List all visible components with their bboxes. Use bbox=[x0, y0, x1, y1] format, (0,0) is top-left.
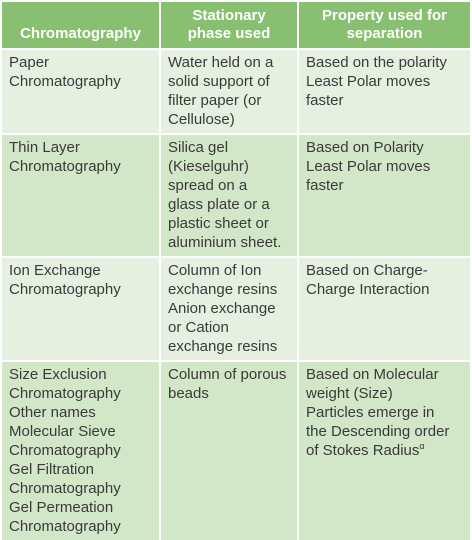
cell-property bbox=[298, 257, 470, 361]
cell-text: Silica gel bbox=[168, 139, 229, 156]
header-col1-text: Chromatography bbox=[20, 25, 141, 42]
chromatography-table bbox=[2, 2, 470, 540]
cell-phase bbox=[160, 134, 298, 257]
superscript: α bbox=[419, 441, 425, 451]
cell-text: Gel Permeation bbox=[9, 499, 114, 516]
table-row-ion-exchange bbox=[2, 257, 470, 361]
cell-text: Least Polar moves bbox=[306, 73, 431, 90]
cell-text: Based on Charge- bbox=[306, 262, 428, 279]
cell-property bbox=[298, 361, 470, 540]
cell-type bbox=[2, 49, 160, 134]
cell-text: exchange resins bbox=[168, 281, 278, 298]
cell-text: Based on Molecular bbox=[306, 366, 439, 383]
cell-text: Chromatography bbox=[9, 518, 121, 535]
cell-text: the Descending order bbox=[306, 423, 450, 440]
cell-text: plastic sheet or bbox=[168, 215, 269, 232]
cell-text: Column of Ion bbox=[168, 262, 262, 279]
cell-type bbox=[2, 134, 160, 257]
cell-text: spread on a bbox=[168, 177, 248, 194]
header-col3-line2: separation bbox=[346, 25, 423, 42]
cell-text: Charge Interaction bbox=[306, 281, 430, 298]
cell-text: Least Polar moves bbox=[306, 158, 431, 175]
cell-text: faster bbox=[306, 92, 344, 109]
cell-type bbox=[2, 361, 160, 540]
cell-text: Size Exclusion bbox=[9, 366, 107, 383]
cell-text: Chromatography bbox=[9, 281, 121, 298]
cell-phase bbox=[160, 257, 298, 361]
cell-text: of Stokes Radius bbox=[306, 442, 420, 459]
table-row-paper bbox=[2, 49, 470, 134]
cell-text: Chromatography bbox=[9, 385, 121, 402]
header-col3-line1: Property used for bbox=[321, 7, 448, 24]
cell-text: Other names bbox=[9, 404, 96, 421]
cell-text: filter paper (or bbox=[168, 92, 262, 109]
cell-text: faster bbox=[306, 177, 344, 194]
cell-text: beads bbox=[168, 385, 209, 402]
cell-text: weight (Size) bbox=[306, 385, 393, 402]
cell-text: Chromatography bbox=[9, 73, 121, 90]
cell-text: Anion exchange bbox=[168, 300, 276, 317]
header-row bbox=[2, 2, 470, 49]
cell-phase bbox=[160, 49, 298, 134]
cell-text: Column of porous bbox=[168, 366, 287, 383]
cell-text: Chromatography bbox=[9, 480, 121, 497]
cell-text: (Kieselguhr) bbox=[168, 158, 249, 175]
header-chromatography bbox=[2, 2, 160, 49]
cell-type bbox=[2, 257, 160, 361]
cell-text: Chromatography bbox=[9, 158, 121, 175]
cell-text: solid support of bbox=[168, 73, 270, 90]
cell-text: Molecular Sieve bbox=[9, 423, 116, 440]
cell-text: glass plate or a bbox=[168, 196, 270, 213]
cell-text: aluminium sheet. bbox=[168, 234, 282, 251]
cell-text: Cellulose) bbox=[168, 111, 235, 128]
cell-text: exchange resins bbox=[168, 338, 278, 355]
cell-text: Water held on a bbox=[168, 54, 274, 71]
cell-text: Thin Layer bbox=[9, 139, 80, 156]
cell-text: Ion Exchange bbox=[9, 262, 101, 279]
table-row-thin-layer bbox=[2, 134, 470, 257]
table-row-size-exclusion bbox=[2, 361, 470, 540]
cell-property bbox=[298, 134, 470, 257]
cell-text: Particles emerge in bbox=[306, 404, 435, 421]
cell-text: Paper bbox=[9, 54, 50, 71]
header-col2-line2: phase used bbox=[187, 25, 271, 42]
cell-text: Gel Filtration bbox=[9, 461, 95, 478]
header-col2-line1: Stationary bbox=[192, 7, 266, 24]
header-property bbox=[298, 2, 470, 49]
header-stationary-phase bbox=[160, 2, 298, 49]
cell-phase bbox=[160, 361, 298, 540]
cell-text: Chromatography bbox=[9, 442, 121, 459]
cell-text: Based on the polarity bbox=[306, 54, 447, 71]
cell-property bbox=[298, 49, 470, 134]
cell-text: Based on Polarity bbox=[306, 139, 424, 156]
cell-text-with-sup bbox=[306, 441, 466, 460]
cell-text: or Cation bbox=[168, 319, 229, 336]
